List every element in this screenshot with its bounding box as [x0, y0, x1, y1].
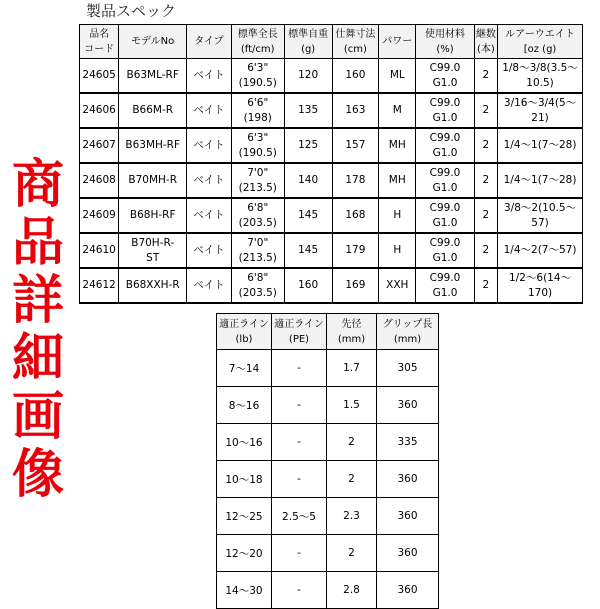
cell-line: 継数 [475, 28, 496, 40]
cell-line: B70MH-R [128, 174, 177, 186]
cell-line: 標準自重 [288, 28, 329, 40]
cell-line: 120 [298, 69, 319, 81]
line-cell-tip [327, 424, 377, 461]
cell-line: (g) [301, 43, 316, 55]
cell-line: 1/4～1(7～28) [503, 139, 577, 151]
line-cell-tip [327, 572, 377, 609]
spec-cell-material [416, 59, 474, 94]
line-cell-grip [377, 461, 439, 498]
cell-line: 使用材料 [425, 28, 466, 40]
line-cell-pe [272, 572, 327, 609]
cell-line: 10～16 [225, 436, 263, 449]
line-row [217, 424, 439, 461]
spec-row [80, 163, 583, 198]
cell-line: MH [388, 174, 406, 186]
cell-line: 163 [345, 104, 366, 116]
cell-line: 適正ライン [274, 318, 324, 330]
spec-cell-power [379, 163, 416, 198]
line-cell-tip [327, 387, 377, 424]
spec-cell-pieces [474, 233, 497, 268]
line-cell-tip [327, 350, 377, 387]
cell-line: (190.5) [238, 146, 277, 159]
cell-line: (203.5) [238, 286, 277, 299]
cell-line: 2 [482, 104, 490, 116]
spec-column-header [498, 25, 583, 59]
spec-cell-type [187, 198, 232, 233]
cell-line: 24605 [82, 69, 116, 81]
cell-line: 10.5) [526, 76, 554, 89]
cell-line: パワー [382, 36, 413, 47]
cell-line: G1.0 [432, 251, 458, 264]
cell-line: G1.0 [432, 216, 458, 229]
cell-line: (mm) [337, 333, 366, 345]
line-cell-lb [217, 461, 272, 498]
spec-column-header [332, 25, 379, 59]
cell-line: 14～30 [225, 584, 263, 597]
cell-line: 145 [298, 209, 319, 221]
cell-line: M [392, 104, 402, 116]
cell-line: 2 [482, 174, 490, 186]
spec-cell-closed [332, 128, 379, 163]
cell-line: 360 [397, 473, 418, 485]
spec-cell-length [231, 59, 284, 94]
spec-cell-weight [284, 268, 332, 303]
cell-line: MH [388, 139, 406, 151]
line-table [216, 313, 439, 609]
cell-line: C99.0 [429, 271, 461, 284]
line-cell-grip [377, 350, 439, 387]
spec-column-header [379, 25, 416, 59]
cell-line: (203.5) [238, 216, 277, 229]
cell-line: (mm) [393, 333, 422, 345]
spec-cell-material [416, 198, 474, 233]
cell-line: 6'6" [247, 96, 269, 109]
line-cell-lb [217, 350, 272, 387]
cell-line: 6'8" [247, 271, 269, 284]
spec-cell-weight [284, 128, 332, 163]
spec-cell-model [119, 93, 187, 128]
cell-line: グリップ長 [382, 318, 433, 330]
spec-cell-pieces [474, 268, 497, 303]
cell-line: - [297, 473, 301, 485]
cell-line: ベイト [193, 244, 225, 256]
cell-line: 168 [345, 209, 366, 221]
spec-cell-power [379, 268, 416, 303]
cell-line: (213.5) [238, 181, 277, 194]
spec-cell-lure [498, 163, 583, 198]
cell-line: 125 [298, 139, 319, 151]
cell-line: 2 [482, 139, 490, 151]
line-column-header [272, 314, 327, 350]
cell-line: ベイト [193, 209, 225, 221]
spec-cell-weight [284, 198, 332, 233]
cell-line: B70H-R- [131, 236, 175, 249]
cell-line: (PE) [288, 333, 310, 345]
line-cell-pe [272, 498, 327, 535]
spec-cell-material [416, 163, 474, 198]
spec-column-header [119, 25, 187, 59]
spec-cell-model [119, 59, 187, 94]
cell-line: 1/8～3/8(3.5～ [502, 61, 578, 74]
spec-cell-material [416, 93, 474, 128]
spec-cell-closed [332, 198, 379, 233]
cell-line: 7'0" [247, 236, 269, 249]
line-cell-tip [327, 461, 377, 498]
cell-line: 360 [397, 399, 418, 411]
cell-line: 24610 [82, 244, 116, 256]
spec-cell-model [119, 198, 187, 233]
line-cell-grip [377, 387, 439, 424]
line-cell-grip [377, 424, 439, 461]
cell-line: 2.8 [343, 584, 360, 596]
cell-line: 2 [482, 244, 490, 256]
cell-line: 170) [527, 286, 553, 299]
spec-cell-lure [498, 233, 583, 268]
cell-line: (ft/cm) [240, 43, 275, 55]
cell-line: 3/16～3/4(5～ [503, 96, 577, 109]
cell-line: 24606 [82, 104, 116, 116]
line-column-header [217, 314, 272, 350]
spec-cell-model [119, 163, 187, 198]
cell-line: H [393, 244, 402, 256]
product-detail-label [6, 156, 70, 504]
spec-cell-type [187, 59, 232, 94]
cell-line: 3/8～2(10.5～ [503, 201, 577, 214]
cell-line: 12～20 [225, 547, 263, 560]
cell-line: 1.7 [343, 362, 360, 374]
cell-line: G1.0 [432, 76, 458, 89]
cell-line: 12～25 [225, 510, 263, 523]
spec-cell-type [187, 163, 232, 198]
line-cell-lb [217, 387, 272, 424]
cell-line: 24608 [82, 174, 116, 186]
cell-line: 178 [345, 174, 366, 186]
cell-line: C99.0 [429, 236, 461, 249]
spec-row [80, 93, 583, 128]
line-row [217, 572, 439, 609]
cell-line: 305 [397, 362, 418, 374]
spec-row [80, 198, 583, 233]
spec-cell-weight [284, 163, 332, 198]
spec-cell-model [119, 268, 187, 303]
cell-line: 57) [531, 216, 549, 229]
cell-line: 360 [397, 510, 418, 522]
line-cell-lb [217, 535, 272, 572]
cell-line: 2 [482, 279, 490, 291]
spec-column-header [231, 25, 284, 59]
line-cell-tip [327, 535, 377, 572]
spec-cell-model [119, 233, 187, 268]
line-row [217, 350, 439, 387]
spec-column-header [187, 25, 232, 59]
cell-line: [oz (g) [523, 43, 557, 55]
cell-line: ルアーウエイト [505, 28, 575, 40]
side-label-char: 商 [11, 155, 64, 215]
spec-cell-code [80, 268, 119, 303]
line-cell-pe [272, 387, 327, 424]
cell-line: - [297, 362, 301, 374]
cell-line: - [297, 436, 301, 448]
spec-cell-length [231, 93, 284, 128]
cell-line: 2 [482, 209, 490, 221]
spec-cell-material [416, 268, 474, 303]
spec-cell-closed [332, 268, 379, 303]
line-cell-pe [272, 535, 327, 572]
spec-cell-power [379, 59, 416, 94]
line-column-header [327, 314, 377, 350]
cell-line: 157 [345, 139, 366, 151]
spec-cell-length [231, 233, 284, 268]
line-row [217, 535, 439, 572]
spec-cell-closed [332, 93, 379, 128]
cell-line: B68H-RF [129, 209, 176, 221]
cell-line: B63ML-RF [126, 69, 179, 81]
cell-line: ベイト [193, 104, 225, 116]
cell-line: B68XXH-R [125, 279, 180, 291]
cell-line: タイプ [194, 36, 224, 47]
line-cell-tip [327, 498, 377, 535]
cell-line: H [393, 209, 402, 221]
cell-line: 21) [531, 111, 549, 124]
line-cell-pe [272, 424, 327, 461]
spec-cell-closed [332, 163, 379, 198]
side-label-char: 像 [11, 445, 64, 505]
cell-line: 24612 [82, 279, 116, 291]
line-cell-pe [272, 461, 327, 498]
cell-line: ベイト [193, 69, 225, 81]
spec-cell-power [379, 198, 416, 233]
spec-cell-pieces [474, 128, 497, 163]
cell-line: 169 [345, 279, 366, 291]
cell-line: G1.0 [432, 181, 458, 194]
spec-column-header [80, 25, 119, 59]
spec-cell-lure [498, 93, 583, 128]
cell-line: 品名 [89, 28, 110, 40]
cell-line: ベイト [193, 279, 225, 291]
cell-line: 140 [298, 174, 319, 186]
cell-line: 6'3" [247, 61, 269, 74]
cell-line: 仕舞寸法 [335, 28, 376, 40]
cell-line: 1/4～1(7～28) [503, 174, 577, 186]
cell-line: 179 [345, 244, 366, 256]
cell-line: 標準全長 [237, 28, 278, 40]
cell-line: B66M-R [132, 104, 174, 116]
spec-cell-length [231, 128, 284, 163]
spec-cell-closed [332, 59, 379, 94]
cell-line: (%) [436, 43, 454, 55]
cell-line: B63MH-RF [125, 139, 181, 151]
spec-column-header [284, 25, 332, 59]
spec-cell-lure [498, 268, 583, 303]
spec-cell-power [379, 233, 416, 268]
cell-line: モデルNo [131, 36, 175, 47]
spec-column-header [474, 25, 497, 59]
cell-line: ST [146, 251, 160, 264]
cell-line: 2 [482, 69, 490, 81]
cell-line: 2 [348, 436, 355, 448]
line-cell-lb [217, 424, 272, 461]
spec-cell-code [80, 163, 119, 198]
spec-cell-pieces [474, 163, 497, 198]
cell-line: 6'3" [247, 131, 269, 144]
spec-cell-weight [284, 93, 332, 128]
spec-cell-material [416, 233, 474, 268]
side-label-char: 品 [11, 213, 64, 273]
spec-cell-closed [332, 233, 379, 268]
cell-line: 160 [298, 279, 319, 291]
cell-line: C99.0 [429, 96, 461, 109]
cell-line: 335 [397, 436, 418, 448]
cell-line: 24609 [82, 209, 116, 221]
cell-line: 24607 [82, 139, 116, 151]
cell-line: コード [84, 43, 115, 55]
cell-line: XXH [386, 279, 409, 291]
cell-line: 2 [348, 473, 355, 485]
line-cell-lb [217, 498, 272, 535]
cell-line: 2.5～5 [282, 510, 316, 523]
spec-cell-length [231, 268, 284, 303]
spec-cell-length [231, 163, 284, 198]
spec-title: 製品スペック [86, 2, 177, 20]
cell-line: 適正ライン [219, 318, 269, 330]
cell-line: C99.0 [429, 166, 461, 179]
spec-cell-code [80, 233, 119, 268]
spec-cell-code [80, 59, 119, 94]
spec-cell-pieces [474, 93, 497, 128]
line-row [217, 387, 439, 424]
spec-row [80, 233, 583, 268]
cell-line: 7～14 [228, 362, 260, 375]
cell-line: C99.0 [429, 131, 461, 144]
cell-line: 135 [298, 104, 319, 116]
cell-line: (lb) [235, 333, 253, 345]
cell-line: (198) [243, 111, 272, 124]
cell-line: (本) [476, 43, 495, 55]
spec-row [80, 268, 583, 303]
line-column-header [377, 314, 439, 350]
cell-line: 2.3 [343, 510, 360, 522]
cell-line: C99.0 [429, 201, 461, 214]
cell-line: 360 [397, 547, 418, 559]
cell-line: 1.5 [343, 399, 360, 411]
spec-cell-lure [498, 59, 583, 94]
cell-line: (cm) [343, 43, 367, 55]
cell-line: 2 [348, 547, 355, 559]
cell-line: ベイト [193, 174, 225, 186]
spec-table [79, 24, 583, 304]
cell-line: ML [389, 69, 405, 81]
side-label-char: 細 [11, 329, 64, 389]
cell-line: (190.5) [238, 76, 277, 89]
spec-cell-material [416, 128, 474, 163]
cell-line: G1.0 [432, 286, 458, 299]
cell-line: 160 [345, 69, 366, 81]
spec-cell-code [80, 128, 119, 163]
cell-line: 7'0" [247, 166, 269, 179]
spec-cell-type [187, 268, 232, 303]
spec-column-header [416, 25, 474, 59]
spec-cell-lure [498, 198, 583, 233]
spec-cell-code [80, 198, 119, 233]
line-cell-grip [377, 572, 439, 609]
spec-cell-power [379, 93, 416, 128]
spec-row [80, 59, 583, 94]
line-cell-pe [272, 350, 327, 387]
cell-line: 360 [397, 584, 418, 596]
spec-cell-lure [498, 128, 583, 163]
spec-cell-type [187, 93, 232, 128]
line-row [217, 461, 439, 498]
cell-line: 1/2～6(14～ [509, 271, 572, 284]
cell-line: ベイト [193, 139, 225, 151]
cell-line: - [297, 584, 301, 596]
spec-cell-power [379, 128, 416, 163]
cell-line: - [297, 547, 301, 559]
spec-cell-model [119, 128, 187, 163]
cell-line: - [297, 399, 301, 411]
line-cell-grip [377, 498, 439, 535]
line-header-row [217, 314, 439, 350]
spec-cell-pieces [474, 198, 497, 233]
side-label-char: 詳 [11, 271, 64, 331]
cell-line: 6'8" [247, 201, 269, 214]
spec-cell-code [80, 93, 119, 128]
spec-row [80, 128, 583, 163]
spec-cell-length [231, 198, 284, 233]
cell-line: 1/4～2(7～57) [503, 244, 577, 256]
cell-line: 8～16 [228, 399, 260, 412]
cell-line: (213.5) [238, 251, 277, 264]
line-row [217, 498, 439, 535]
spec-cell-weight [284, 233, 332, 268]
spec-header-row [80, 25, 583, 59]
cell-line: G1.0 [432, 111, 458, 124]
cell-line: C99.0 [429, 61, 461, 74]
side-label-char: 画 [11, 387, 64, 447]
cell-line: 145 [298, 244, 319, 256]
spec-cell-type [187, 128, 232, 163]
cell-line: 10～18 [225, 473, 263, 486]
spec-cell-weight [284, 59, 332, 94]
spec-cell-type [187, 233, 232, 268]
line-cell-grip [377, 535, 439, 572]
spec-cell-pieces [474, 59, 497, 94]
cell-line: G1.0 [432, 146, 458, 159]
line-cell-lb [217, 572, 272, 609]
cell-line: 先径 [341, 318, 362, 330]
